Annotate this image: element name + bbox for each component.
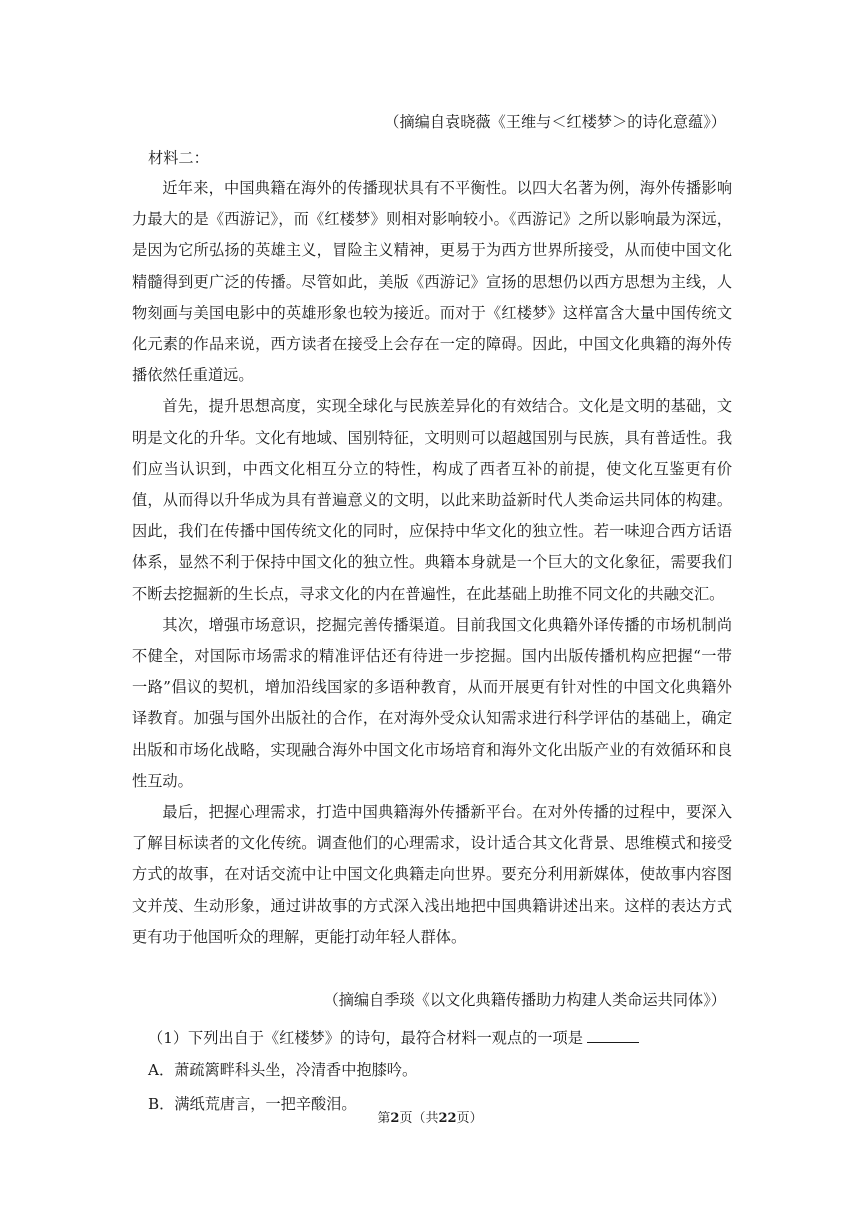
footer-total-pages: 22 [438, 1111, 457, 1126]
paragraph-1: 近年来，中国典籍在海外的传播现状具有不平衡性。以四大名著为例，海外传播影响力最大的是《西游记》，而《红楼梦》则相对影响较小。《西游记》之所以影响最为深远，是因为它所弘扬的英雄主义，冒险主义精神，更易于为西方世界所接受，从而使中国文化精髓得到更广泛的传播。尽管如此，美版《西游记》宣扬的思想仍以西方思想为主线，人物刻画与美国电影中的英雄形象也较为接近。而对于《红楼梦》这样富含大量中国传统文化元素的作品来说，西方读者在接受上会存在一定的障碍。因此，中国文化典籍的海外传播依然任重道远。 [132, 179, 732, 385]
footer-prefix: 第 [377, 1111, 391, 1126]
page-footer [0, 1110, 860, 1128]
body-text [132, 173, 732, 953]
option-a: A．萧疏篱畔科头坐，冷清香中抱膝吟。 [148, 1061, 418, 1079]
footer-suffix: 页） [456, 1111, 483, 1126]
source-citation-2: （摘编自季琰《以文化典籍传播助力构建人类命运共同体》） [323, 991, 726, 1009]
paragraph-4: 最后，把握心理需求，打造中国典籍海外传播新平台。在对外传播的过程中，要深入了解目标读者的文化传统。调查他们的心理需求，设计适合其文化背景、思维模式和接受方式的故事，在对话交流中让中国文化典籍走向世界。要充分利用新媒体，使故事内容图文并茂、生动形象，通过讲故事的方式深入浅出地把中国典籍讲述出来。这样的表达方式更有功于他国听众的理解，更能打动年轻人群体。 [132, 803, 732, 946]
paragraph-3: 其次，增强市场意识，挖掘完善传播渠道。目前我国文化典籍外译传播的市场机制尚不健全，对国际市场需求的精准评估还有待进一步挖掘。国内出版传播机构应把握“一带一路”倡议的契机，增加沿线国家的多语种教育，从而开展更有针对性的中国文化典籍外译教育。加强与国外出版社的合作，在对海外受众认知需求进行科学评估的基础上，确定出版和市场化战略，实现融合海外中国文化市场培育和海外文化出版产业的有效循环和良性互动。 [132, 615, 732, 790]
answer-blank [587, 1026, 639, 1043]
source-citation-1: （摘编自袁晓薇《王维与＜红楼梦＞的诗化意蕴》） [384, 113, 726, 131]
footer-page-number: 2 [390, 1111, 400, 1126]
paragraph-2: 首先，提升思想高度，实现全球化与民族差异化的有效结合。文化是文明的基础，文明是文化的升华。文化有地域、国别特征，文明则可以超越国别与民族，具有普适性。我们应当认识到，中西文化相互分立的特性，构成了西者互补的前提，使文化互鉴更有价值，从而得以升华成为具有普遍意义的文明，以此来助益新时代人类命运共同体的构建。因此，我们在传播中国传统文化的同时，应保持中华文化的独立性。若一味迎合西方话语体系，显然不利于保持中国文化的独立性。典籍本身就是一个巨大的文化象征，需要我们不断去挖掘新的生长点，寻求文化的内在普遍性，在此基础上助推不同文化的共融交汇。 [132, 397, 732, 603]
material-2-label: 材料二： [148, 149, 209, 167]
footer-middle: 页（共 [399, 1111, 439, 1126]
question-1-text: （1）下列出自于《红楼梦》的诗句，最符合材料一观点的一项是 [148, 1029, 583, 1047]
question-1 [148, 1026, 639, 1048]
option-b: B．满纸荒唐言，一把辛酸泪。 [148, 1095, 357, 1113]
